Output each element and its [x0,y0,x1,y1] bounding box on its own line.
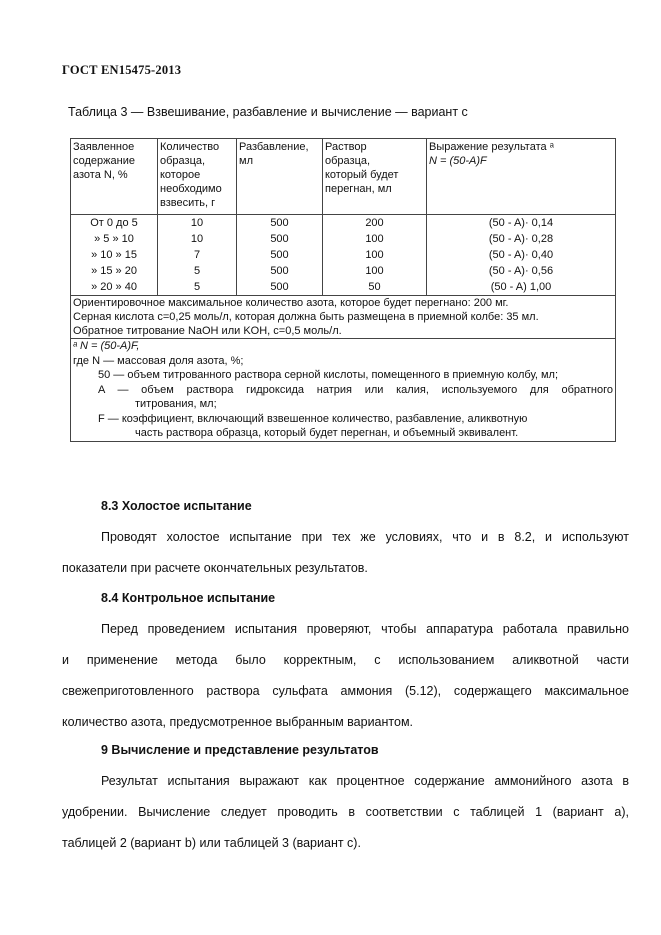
table-cell: 5 [193,281,201,293]
table-cell: От 0 до 5 [90,217,138,229]
table-cell: (50 - A)· 0,56 [488,265,554,277]
table-cell: 5 [193,265,201,277]
table-cell: (50 - A)· 0,14 [488,217,554,229]
note-line: Обратное титрование NaOH или KOH, c=0,5 моль/л. [73,325,342,337]
table-cell: » 5 » 10 [94,233,134,245]
table-notes [71,296,616,339]
footnote-line: F — коэффициент, включающий взвешенное количество, разбавление, аликвотную [98,412,528,425]
col-header-solution: Раствор образца, который будет перегнан, мл [323,139,427,215]
footnote-formula: ᵃ N = (50-A)F, [73,340,140,352]
footnote-line: A — объем раствора гидроксида натрия или калия, используемого для обратного [98,383,613,396]
section-9-title: 9 Вычисление и представление результатов [101,743,379,757]
note-line: Серная кислота c=0,25 моль/л, которая должна быть размещена в приемной колбе: 35 мл. [73,311,539,323]
table-cell: 10 [190,233,204,245]
table-cell: » 15 » 20 [91,265,137,277]
table-cell: 500 [270,233,289,245]
table-cell: (50 - A) 1,00 [490,281,552,293]
table-footnote [71,339,616,442]
table-cell: » 20 » 40 [91,281,137,293]
section-9-paragraph: Результат испытания выражают как процентное содержание аммонийного азота в удобрении. Вычисление следует проводить в соответствии с таблицей 1 (вариант a), таблицей 2 (вариант b) или таблицей 3 (вариант c). [62,774,629,850]
table-cell: 500 [270,281,289,293]
section-8-4-title: 8.4 Контрольное испытание [101,591,276,605]
col-dilution-values [237,215,323,296]
table-cell: (50 - A)· 0,28 [488,233,554,245]
section-8-3-paragraph: Проводят холостое испытание при тех же условиях, что и в 8.2, и используют показатели при расчете окончательных результатов. [62,530,629,575]
table-cell: » 10 » 15 [91,249,137,261]
section-8-4-paragraph: Перед проведением испытания проверяют, чтобы аппаратура работала правильно и применение метода было корректным, с использованием аликвотной части свежеприготовленного раствора сульфата аммония (5.12), содержащего максимальное количество азота, предусмотренное выбранным вариантом. [62,622,629,729]
col-mass-values [158,215,237,296]
table-cell: 500 [270,265,289,277]
standard-header: ГОСТ EN15475-2013 [62,63,182,77]
col-header-dilution: Разбавление, мл [237,139,323,215]
col-expression-values [427,215,616,296]
table-cell: 50 [368,281,381,293]
section-8-3-title: 8.3 Холостое испытание [101,499,252,513]
table-cell: 7 [193,249,201,261]
table-cell: 10 [190,217,204,229]
col-header-result-expression: Выражение результата ᵃ N = (50-A)F [427,139,616,215]
note-line: Ориентировочное максимальное количество азота, которое будет перегнано: 200 мг. [73,297,509,309]
table-cell: 100 [365,265,384,277]
footnote-line: 50 — объем титрованного раствора серной кислоты, помещенного в приемную колбу, мл; [98,369,559,381]
table-cell: 100 [365,249,384,261]
col-header-nitrogen: Заявленное содержание азота N, % [71,139,158,215]
table-cell: 500 [270,249,289,261]
footnote-line: часть раствора образца, который будет перегнан, и объемный эквивалент. [135,427,519,439]
table-caption: Таблица 3 — Взвешивание, разбавление и вычисление — вариант c [68,105,468,119]
col-nitrogen-values [71,215,158,296]
table-cell: 100 [365,233,384,245]
table-cell: (50 - A)· 0,40 [488,249,554,261]
col-header-sample-mass: Количество образца, которое необходимо взвесить, г [158,139,237,215]
footnote-line: титрования, мл; [135,398,217,410]
table-cell: 500 [270,217,289,229]
footnote-where: где N — массовая доля азота, %; [73,354,244,367]
table-cell: 200 [365,217,384,229]
table-3 [70,138,616,442]
col-solution-values [323,215,427,296]
